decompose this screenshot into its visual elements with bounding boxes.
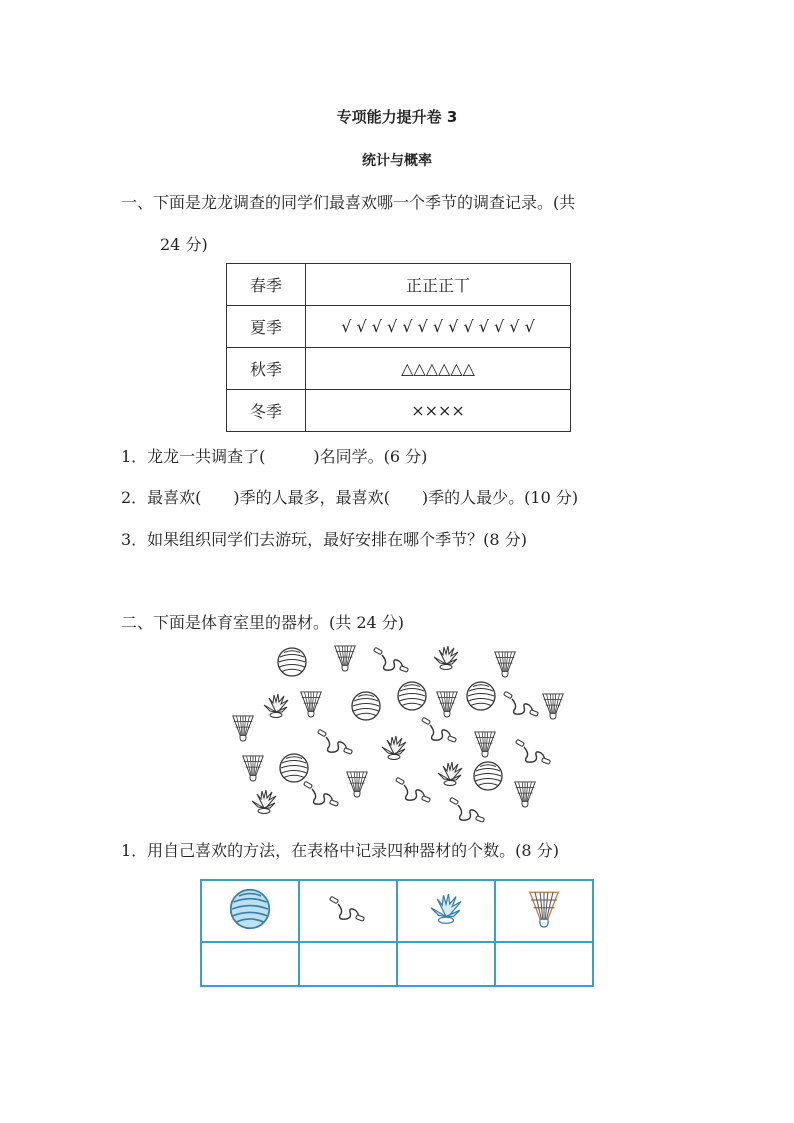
season-cell: 秋季 bbox=[227, 348, 306, 390]
question-3: 3．如果组织同学们去游玩，最好安排在哪个季节？(8 分) bbox=[121, 530, 527, 549]
jump-rope-icon bbox=[328, 894, 368, 924]
ball-icon bbox=[352, 692, 380, 720]
ball-icon bbox=[278, 648, 306, 676]
jump-rope-icon bbox=[504, 691, 539, 716]
jump-rope-icon bbox=[304, 781, 339, 806]
jump-rope-icon bbox=[374, 647, 409, 672]
ball-icon bbox=[280, 754, 308, 782]
shuttlecock-icon bbox=[264, 694, 288, 718]
season-cell: 夏季 bbox=[227, 306, 306, 348]
badminton-shuttle-icon bbox=[335, 646, 355, 671]
badminton-shuttle-icon bbox=[495, 652, 515, 677]
badminton-shuttle-icon bbox=[475, 732, 495, 757]
jump-rope-icon bbox=[450, 797, 485, 822]
season-cell: 春季 bbox=[227, 264, 306, 306]
count-input-cell[interactable] bbox=[299, 942, 397, 986]
ball-icon bbox=[398, 682, 426, 710]
section2-question-1: 1．用自己喜欢的方法，在表格中记录四种器材的个数。(8 分) bbox=[121, 841, 559, 860]
section1-heading-cont: 24 分) bbox=[160, 235, 208, 254]
tally-cell: 正正正丅 bbox=[306, 264, 571, 306]
badminton-shuttle-icon bbox=[543, 694, 563, 719]
count-input-cell[interactable] bbox=[495, 942, 593, 986]
tally-cell: ×××× bbox=[306, 390, 571, 432]
shuttlecock-icon bbox=[252, 790, 276, 814]
ball-icon bbox=[228, 887, 272, 931]
badminton-shuttle-icon bbox=[301, 692, 321, 717]
shuttlecock-icon bbox=[438, 762, 462, 786]
badminton-shuttle-icon bbox=[347, 772, 367, 797]
badminton-shuttle-icon bbox=[526, 887, 562, 931]
jump-rope-icon bbox=[516, 739, 551, 764]
badminton-shuttle-icon bbox=[233, 716, 253, 741]
table-row bbox=[201, 942, 593, 986]
badminton-shuttle-icon bbox=[243, 756, 263, 781]
table-row bbox=[201, 880, 593, 942]
ball-icon bbox=[474, 762, 502, 790]
count-input-cell[interactable] bbox=[201, 942, 299, 986]
badminton-shuttle-icon bbox=[515, 782, 535, 807]
ball-icon bbox=[467, 682, 495, 710]
question-1: 1．龙龙一共调查了( )名同学。(6 分) bbox=[121, 447, 428, 466]
tally-cell: △△△△△△ bbox=[306, 348, 571, 390]
page-subtitle: 统计与概率 bbox=[362, 153, 432, 169]
jump-rope-icon bbox=[318, 729, 353, 754]
shuttlecock-icon bbox=[382, 736, 406, 760]
question-2: 2．最喜欢( )季的人最多，最喜欢( )季的人最少。(10 分) bbox=[121, 488, 579, 507]
jump-rope-icon bbox=[396, 777, 431, 802]
shuttlecock-icon bbox=[426, 891, 466, 927]
shuttlecock-icon bbox=[434, 646, 458, 670]
jump-rope-icon bbox=[422, 717, 457, 742]
page-title: 专项能力提升卷 3 bbox=[336, 108, 458, 126]
count-input-cell[interactable] bbox=[397, 942, 495, 986]
season-cell: 冬季 bbox=[227, 390, 306, 432]
section1-heading: 一、下面是龙龙调查的同学们最喜欢哪一个季节的调查记录。(共 bbox=[121, 193, 576, 212]
section2-heading: 二、下面是体育室里的器材。(共 24 分) bbox=[121, 613, 405, 632]
equipment-count-table bbox=[200, 879, 594, 987]
badminton-shuttle-icon bbox=[437, 692, 457, 717]
tally-cell: √ √ √ √ √ √ √ √ √ √ √ √ √ bbox=[306, 306, 571, 348]
